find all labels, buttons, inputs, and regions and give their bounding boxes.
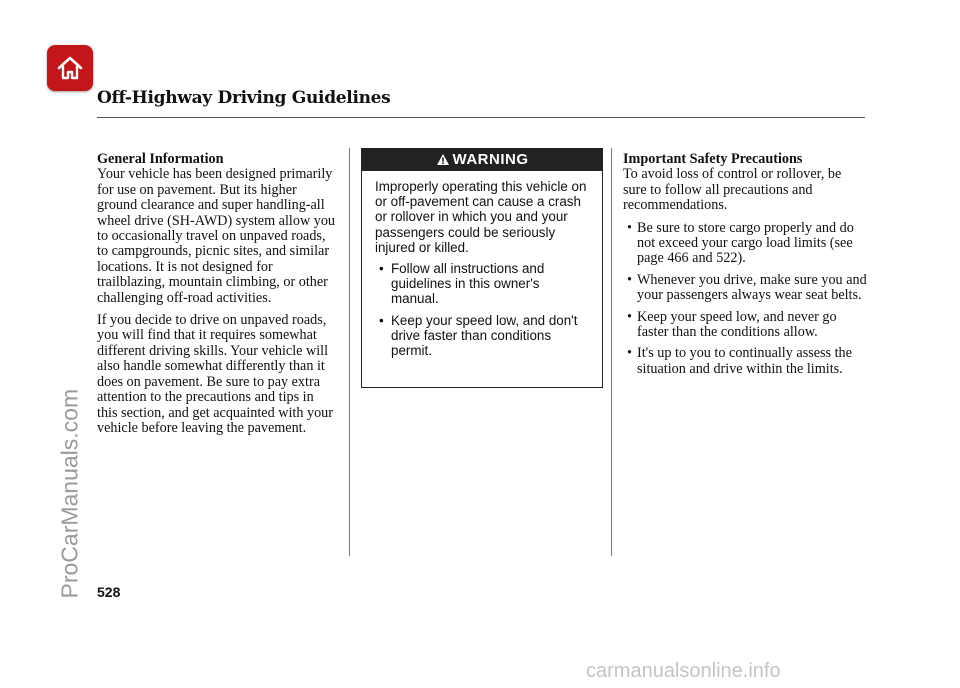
watermark-left: ProCarManuals.com [56,388,83,599]
bullet: • [379,312,384,328]
safety-precautions-section [623,152,868,383]
section-heading: Important Safety Precautions [623,151,803,167]
warning-text: Improperly operating this vehicle on or off-pavement can cause a crash or rollover in which you and your passengers could be seriously injured or killed. [375,179,587,255]
general-information-section [97,152,337,443]
list-item: • Be sure to store cargo properly and do not exceed your cargo load limits (see page 466 and 522). [627,219,854,267]
bullet: • [627,345,632,362]
title-divider [97,117,865,118]
paragraph: Your vehicle has been designed primarily for use on pavement. But its higher ground clearance and super handling-all wheel drive (SH-AWD) system allow you to occasionally travel on unpaved roads, to campgrounds, picnic sites, and similar locations. It is not designed for trailblazing, mountain climbing, or other challenging off-road activities. [97,166,336,306]
warning-box [361,148,603,388]
list-item: • Keep your speed low, and don't drive faster than conditions permit. [379,312,578,359]
warning-icon [436,153,450,166]
page-title: Off-Highway Driving Guidelines [97,88,391,108]
bullet: • [627,219,632,236]
list-item: • Follow all instructions and guidelines in this owner's manual. [379,261,545,307]
list-item: • Keep your speed low, and never go faster than the conditions allow. [627,308,837,341]
watermark-bottom: carmanualsonline.info [586,660,781,682]
paragraph: If you decide to drive on unpaved roads, you will find that it requires somewhat different driving skills. Your vehicle will also handle somewhat differently than it does on pavement. Be sure to pay extra attention to the precautions and tips in this section, and get acquainted with your vehicle before leaving the pavement. [97,312,334,436]
paragraph: To avoid loss of control or rollover, be sure to follow all precautions and recommendations. [623,166,842,214]
column-divider [349,148,350,556]
bullet: • [627,308,632,325]
warning-header [362,149,602,171]
list-item: • It's up to you to continually assess the situation and drive within the limits. [627,345,852,377]
section-heading: General Information [97,151,224,167]
column-divider [611,148,612,556]
bullet: • [627,271,632,288]
home-button[interactable] [47,45,93,91]
bullet: • [379,261,384,277]
warning-label: WARNING [452,151,529,168]
list-item: • Whenever you drive, make sure you and your passengers always wear seat belts. [627,271,867,304]
home-icon [55,53,85,83]
page-number: 528 [97,584,121,600]
